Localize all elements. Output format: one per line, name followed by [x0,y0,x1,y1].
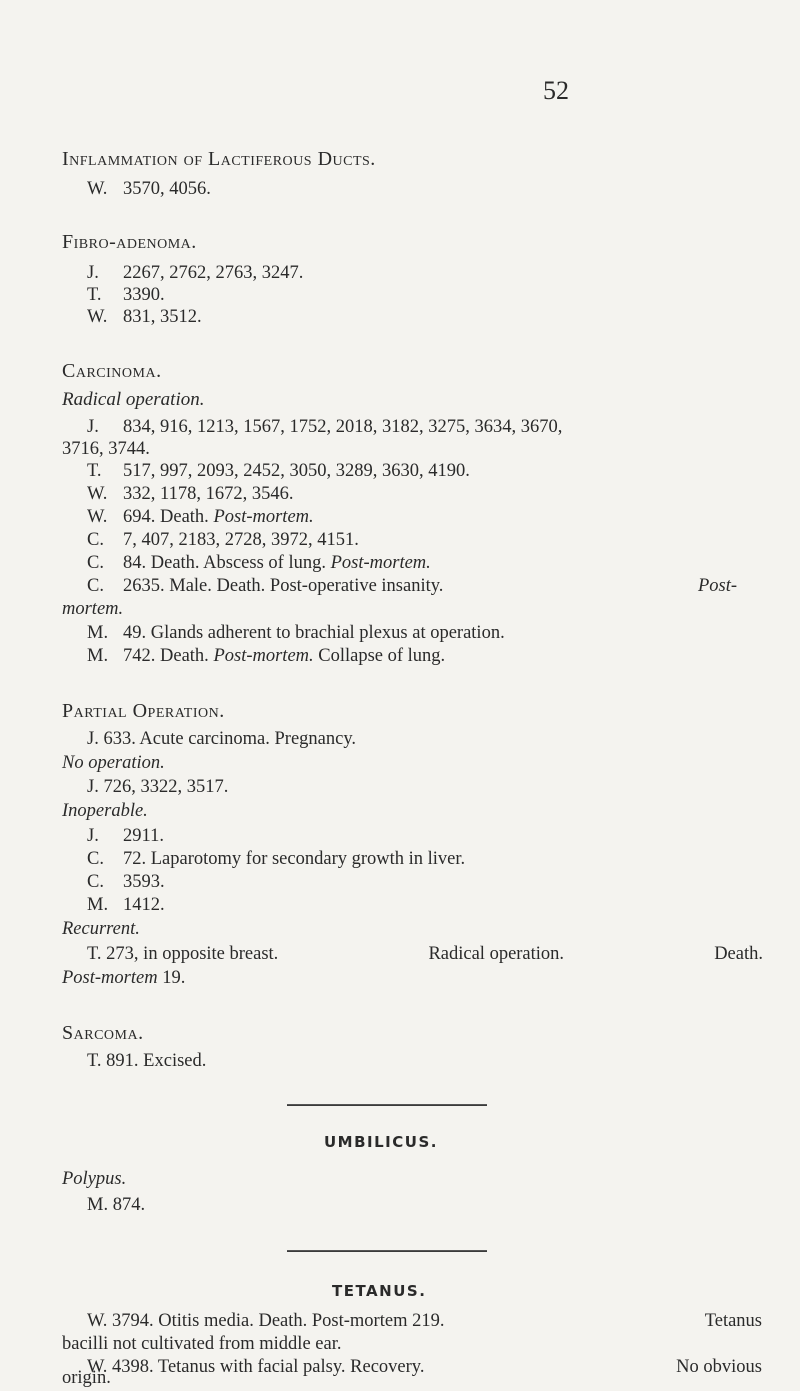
line-carcinoma-m1 [87,622,505,645]
ward-label: W. [87,179,108,199]
case-numbers: 3570, 4056. [123,179,211,199]
case-numbers: 834, 916, 1213, 1567, 1752, 2018, 3182, 3275, 3634, 3670, [123,417,563,437]
line-recurrent-t [87,943,763,966]
post-mortem-note: Post-mortem [62,968,158,988]
ward-label: C. [87,576,104,596]
divider-rule [287,1104,487,1106]
case-numbers: 7, 407, 2183, 2728, 3972, 4151. [123,530,359,550]
line-carcinoma-j [87,416,562,439]
line-umbilicus-m: M. 874. [87,1195,146,1215]
line-no-operation-j: J. 726, 3322, 3517. [87,777,229,797]
ward-label: T. [87,285,102,305]
line-fibro-j [87,262,303,285]
ward-label: W. [87,484,108,504]
case-numbers: 19. [162,968,186,988]
line-carcinoma-t [87,460,470,483]
case-note: W. 3794. Otitis media. Death. Post-mortem 219. [87,1311,445,1331]
case-note: Death. [714,944,763,964]
ward-label: W. [87,307,108,327]
section-title-sarcoma: Sarcoma. [62,1022,144,1044]
case-note: No obvious [676,1357,762,1377]
case-note: T. 273, in opposite breast. [87,944,279,964]
line-fibro-t [87,284,165,307]
case-note: 49. Glands adherent to brachial plexus at operation. [123,623,505,643]
post-mortem-note: Post-mortem. [213,507,314,527]
line-inoperable-c1 [87,848,465,871]
case-note: Collapse of lung. [318,646,446,666]
heading-umbilicus: UMBILICUS. [324,1133,438,1151]
section-title-fibro-adenoma: Fibro-adenoma. [62,231,197,253]
case-numbers: 3390. [123,285,165,305]
case-note: 84. Death. Abscess of lung. [123,553,326,573]
line-tetanus-3 [87,1356,762,1379]
post-mortem-note: Post-mortem. [213,646,314,666]
line-carcinoma-c3 [87,575,737,598]
ward-label: M. [87,646,109,666]
line-tetanus-4: origin. [62,1368,111,1388]
ward-label: W. [87,507,108,527]
case-note: 742. Death. [123,646,209,666]
line-carcinoma-c2 [87,552,431,575]
case-numbers: 332, 1178, 1672, 3546. [123,484,294,504]
case-numbers: 1412. [123,895,165,915]
case-numbers: 517, 997, 2093, 2452, 3050, 3289, 3630, 4190. [123,461,470,481]
ward-label: C. [87,553,104,573]
section-title-carcinoma: Carcinoma. [62,360,162,382]
ward-label: T. [87,461,102,481]
line-partial-j: J. 633. Acute carcinoma. Pregnancy. [87,729,357,749]
case-numbers: 831, 3512. [123,307,202,327]
subheading-inoperable: Inoperable. [62,801,148,821]
post-mortem-note: Post-mortem. [330,553,431,573]
line-fibro-w [87,306,202,329]
case-numbers: 3593. [123,872,165,892]
ward-label: M. [87,623,109,643]
line-sarcoma-t: T. 891. Excised. [87,1051,207,1071]
ward-label: J. [87,263,99,283]
line-inoperable-m [87,894,165,917]
page-number: 52 [543,76,569,105]
ward-label: M. [87,895,109,915]
subheading-no-operation: No operation. [62,753,165,773]
case-numbers: 2267, 2762, 2763, 3247. [123,263,304,283]
line-carcinoma-c1 [87,529,359,552]
line-inoperable-c2 [87,871,165,894]
ward-label: C. [87,849,104,869]
line-carcinoma-w2 [87,506,314,529]
subheading-recurrent: Recurrent. [62,919,140,939]
case-note: 694. Death. [123,507,209,527]
line-carcinoma-w1 [87,483,293,506]
case-note: Radical operation. [428,944,565,964]
case-note: 2635. Male. Death. Post-operative insanity. [123,576,444,596]
section-title-inflammation: Inflammation of Lactiferous Ducts. [62,148,376,170]
ward-label: J. [87,826,99,846]
post-mortem-note: Post- [697,576,737,596]
case-note: W. 4398. Tetanus with facial palsy. Recovery. [87,1357,425,1377]
ward-label: C. [87,530,104,550]
section-title-partial-operation: Partial Operation. [62,700,225,722]
case-note: 72. Laparotomy for secondary growth in liver. [123,849,466,869]
ward-label: C. [87,872,104,892]
line-carcinoma-m2 [87,645,445,668]
line-carcinoma-c3-cont: mortem. [62,599,124,619]
line-tetanus-1 [87,1310,762,1333]
case-note: Tetanus [704,1311,762,1331]
subheading-radical-operation: Radical operation. [62,389,205,410]
case-numbers: 2911. [123,826,164,846]
line-inflammation-w [87,178,211,201]
divider-rule [287,1250,487,1252]
subheading-polypus: Polypus. [62,1169,127,1189]
heading-tetanus: TETANUS. [332,1282,427,1300]
line-tetanus-2: bacilli not cultivated from middle ear. [62,1334,342,1354]
line-recurrent-pm [62,967,185,990]
ward-label: J. [87,417,99,437]
line-carcinoma-j-cont: 3716, 3744. [62,439,150,459]
line-inoperable-j [87,825,164,848]
